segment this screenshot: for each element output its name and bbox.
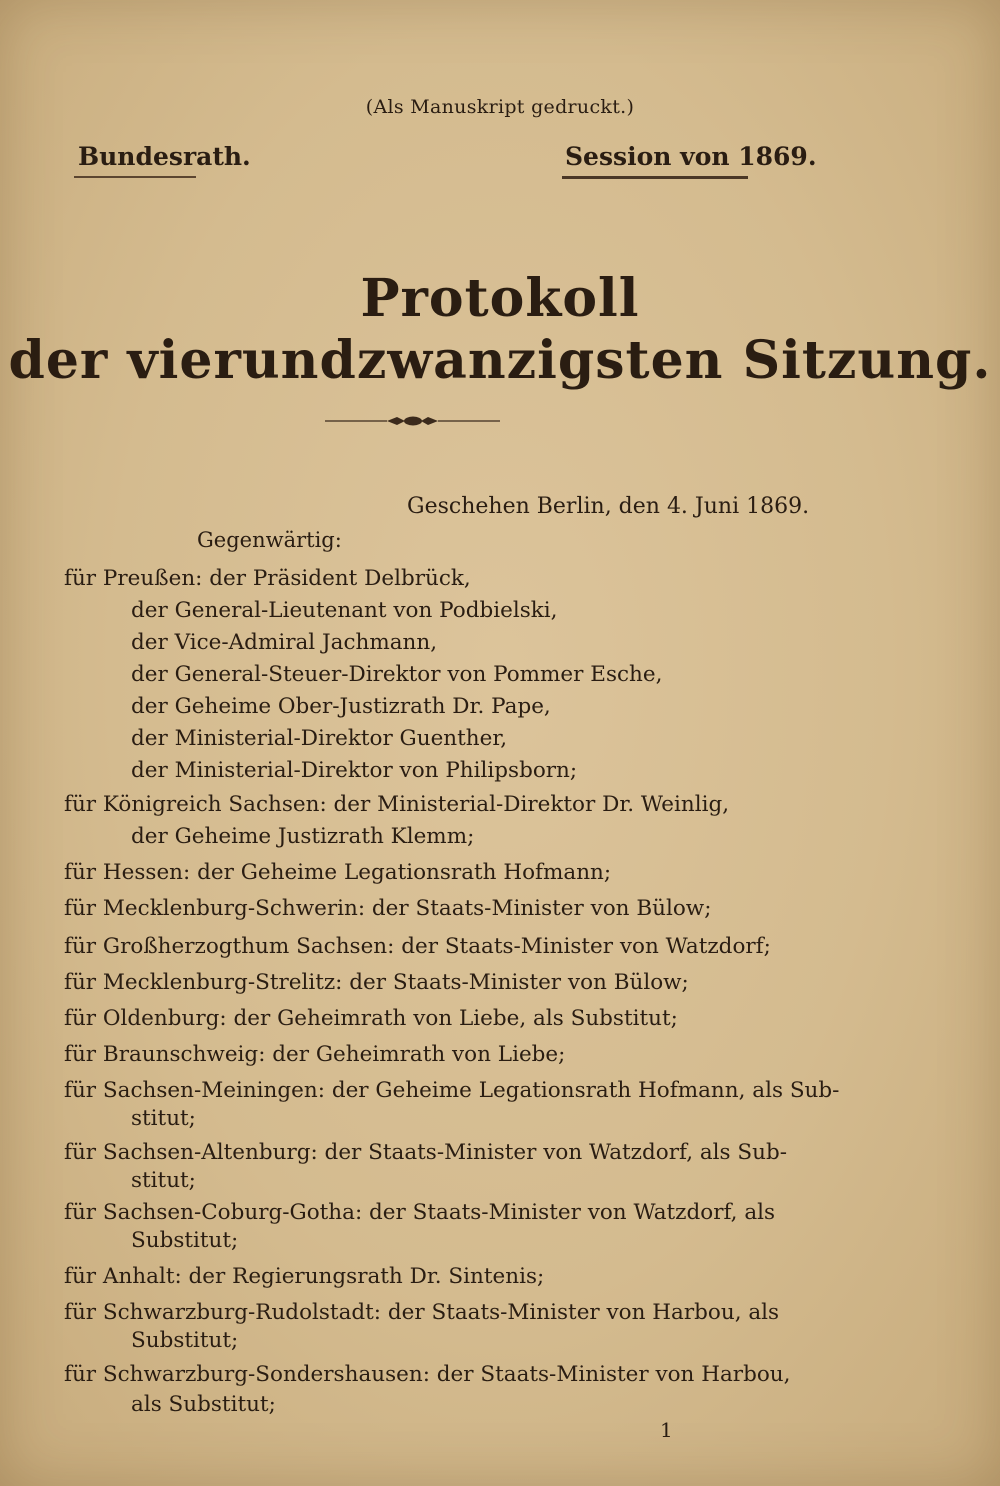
entry-line: der General-Steuer-Direktor von Pommer Esche, [131,662,663,687]
entry-line: für Mecklenburg-Schwerin: der Staats-Minister von Bülow; [64,896,712,921]
entry-line: für Schwarzburg-Sondershausen: der Staats-Minister von Harbou, [64,1362,791,1387]
page-number: 1 [660,1418,673,1442]
print-note: (Als Manuskript gedruckt.) [365,96,635,118]
entry-line: für Großherzogthum Sachsen: der Staats-Minister von Watzdorf; [64,934,771,959]
entry-line: für Mecklenburg-Strelitz: der Staats-Minister von Bülow; [64,970,689,995]
date-line: Geschehen Berlin, den 4. Juni 1869. [407,494,810,519]
entry-line: für Schwarzburg-Rudolstadt: der Staats-Minister von Harbou, als [64,1300,780,1325]
entry-line: der Vice-Admiral Jachmann, [131,630,438,655]
ornament-divider-icon [325,414,500,428]
entry-line: stitut; [131,1168,196,1193]
organization-heading: Bundesrath. [78,142,251,171]
entry-line: für Sachsen-Altenburg: der Staats-Minister von Watzdorf, als Sub- [64,1140,788,1165]
entry-line: der Geheime Justizrath Klemm; [131,824,475,849]
entry-line: für Anhalt: der Regierungsrath Dr. Sintenis; [64,1264,545,1289]
entry-line: stitut; [131,1106,196,1131]
entry-line: Substitut; [131,1228,239,1253]
header-rule-left [74,176,196,178]
entry-line: Substitut; [131,1328,239,1353]
entry-line: für Preußen: der Präsident Delbrück, [64,566,471,591]
present-label: Gegenwärtig: [197,528,342,552]
entry-line: der General-Lieutenant von Podbielski, [131,598,558,623]
document-subtitle: der vierundzwanzigsten Sitzung. [8,330,992,391]
entry-line: für Hessen: der Geheime Legationsrath Hofmann; [64,860,612,885]
entry-line: der Ministerial-Direktor Guenther, [131,726,508,751]
header-rule-right [562,176,748,179]
entry-line: für Königreich Sachsen: der Ministerial-Direktor Dr. Weinlig, [64,792,730,817]
entry-line: als Substitut; [131,1392,276,1417]
entry-line: der Ministerial-Direktor von Philipsborn; [131,758,578,783]
entry-line: der Geheime Ober-Justizrath Dr. Pape, [131,694,551,719]
entry-line: für Oldenburg: der Geheimrath von Liebe, als Substitut; [64,1006,678,1031]
entry-line: für Braunschweig: der Geheimrath von Liebe; [64,1042,566,1067]
entry-line: für Sachsen-Meiningen: der Geheime Legationsrath Hofmann, als Sub- [64,1078,840,1103]
document-title: Protokoll [360,268,640,329]
session-heading: Session von 1869. [565,142,817,171]
entry-line: für Sachsen-Coburg-Gotha: der Staats-Minister von Watzdorf, als [64,1200,776,1225]
